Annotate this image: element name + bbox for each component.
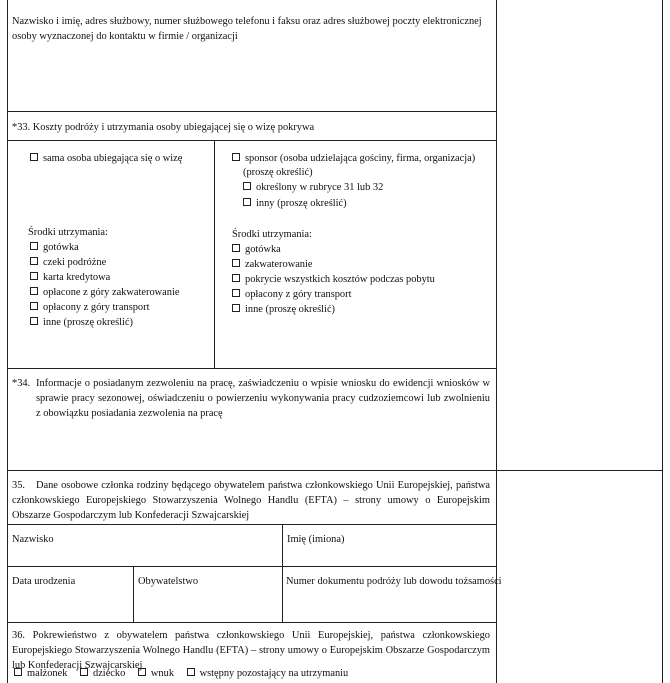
right-means-other[interactable]	[232, 302, 335, 317]
right-means-cash-label: gotówka	[245, 244, 281, 255]
form-right-border	[662, 0, 663, 683]
contact-person-label: Nazwisko i imię, adres służbowy, numer służbowego telefonu i faksu oraz adres służbowej poczty elektronicznej osoby wyznaczonej do kontaktu w firmie / organizacji	[12, 16, 482, 43]
checkbox-icon	[30, 317, 38, 325]
birth-date-field[interactable]	[8, 590, 132, 621]
checkbox-icon	[30, 272, 38, 280]
left-means-other-label: inne (proszę określić)	[43, 317, 134, 328]
option-self[interactable]	[30, 151, 182, 166]
checkbox-icon	[232, 244, 240, 252]
q36-options	[14, 666, 358, 681]
checkbox-icon	[187, 668, 195, 676]
divider-after-data-row	[7, 622, 497, 623]
option-dependent-ascendant-label: wstępny pozostający na utrzymaniu	[199, 668, 349, 679]
checkbox-icon	[232, 153, 240, 161]
q34-answer-field[interactable]	[8, 420, 496, 469]
checkbox-icon	[232, 259, 240, 267]
divider-after-q34	[7, 470, 663, 471]
option-sponsor-label: sponsor (osoba udzielająca gościny, firma, organizacja)	[245, 153, 476, 164]
left-means-cheques[interactable]	[30, 255, 106, 270]
left-means-card[interactable]	[30, 270, 110, 285]
first-names-field[interactable]	[283, 546, 495, 565]
option-grandchild[interactable]	[138, 668, 174, 679]
right-means-label: Środki utrzymania:	[232, 229, 312, 240]
checkbox-icon	[30, 257, 38, 265]
option-dependent-ascendant[interactable]	[187, 668, 349, 679]
checkbox-icon	[30, 302, 38, 310]
surname-label: Nazwisko	[12, 534, 54, 545]
citizenship-label: Obywatelstwo	[138, 576, 199, 587]
option-self-label: sama osoba ubiegająca się o wizę	[43, 153, 183, 164]
right-means-accommodation-label: zakwaterowanie	[245, 259, 313, 270]
divider-after-q33	[7, 368, 497, 369]
checkbox-icon	[30, 242, 38, 250]
contact-person-field[interactable]	[8, 45, 496, 110]
checkbox-icon	[14, 668, 22, 676]
sponsor-defined-label: określony w rubryce 31 lub 32	[256, 182, 384, 193]
checkbox-icon	[232, 274, 240, 282]
left-means-cheques-label: czeki podróżne	[43, 257, 107, 268]
option-sponsor[interactable]	[232, 151, 475, 166]
right-means-transport-label: opłacony z góry transport	[245, 289, 352, 300]
q36-number: 36.	[12, 630, 25, 641]
sponsor-note: (proszę określić)	[243, 167, 313, 178]
q34-number: *34.	[12, 378, 31, 389]
option-spouse-label: małżonek	[27, 668, 68, 679]
option-spouse[interactable]	[14, 668, 67, 679]
q36-text: Pokrewieństwo z obywatelem państwa członkowskiego Unii Europejskiej, państwa członkowskiego Europejskiego Stowarzyszenia Wolnego Handlu (EFTA) – strony umowy o Europejskim Obszarze Gospodarczym lub Konfederacji Szwajcarskiej	[12, 630, 490, 672]
checkbox-icon	[30, 287, 38, 295]
option-grandchild-label: wnuk	[150, 668, 175, 679]
left-means-cash-label: gotówka	[43, 242, 79, 253]
right-means-all-costs-label: pokrycie wszystkich kosztów podczas pobytu	[245, 274, 435, 285]
right-means-accommodation[interactable]	[232, 257, 313, 272]
checkbox-icon	[232, 304, 240, 312]
left-means-accommodation-label: opłacone z góry zakwaterowanie	[43, 287, 180, 298]
q34-text: Informacje o posiadanym zezwoleniu na pracę, zaświadczeniu o wpisie wniosku do ewidencji wniosków w sprawie pracy sezonowej, oświadczeniu o powierzeniu wykonywania pracy cudzoziemcowi lub zwolnieniu z obowiązku posiadania zezwolenia na pracę	[36, 378, 490, 420]
left-means-cash[interactable]	[30, 240, 79, 255]
right-means-all-costs[interactable]	[232, 272, 435, 287]
divider-after-q35	[7, 524, 497, 525]
sponsor-other[interactable]	[243, 196, 347, 211]
sponsor-other-label: inny (proszę określić)	[256, 198, 347, 209]
right-means-transport[interactable]	[232, 287, 351, 302]
checkbox-icon	[243, 182, 251, 190]
q33-column-divider	[214, 140, 215, 368]
left-means-accommodation[interactable]	[30, 285, 179, 300]
document-number-label: Numer dokumentu podróży lub dowodu tożsamości	[286, 576, 502, 587]
document-number-field[interactable]	[283, 590, 495, 621]
left-means-label: Środki utrzymania:	[28, 227, 108, 238]
q35-text: Dane osobowe członka rodziny będącego obywatelem państwa członkowskiego Unii Europejskiej, państwa członkowskiego Europejskiego Stowarzyszenia Wolnego Handlu (EFTA) – strony umowy o Europejskim Obszarze Gospodarczym lub Konfederacji Szwajcarskiej	[12, 480, 490, 522]
checkbox-icon	[243, 198, 251, 206]
sponsor-defined[interactable]	[243, 180, 383, 195]
checkbox-icon	[232, 289, 240, 297]
checkbox-icon	[138, 668, 146, 676]
left-means-transport[interactable]	[30, 300, 149, 315]
left-means-card-label: karta kredytowa	[43, 272, 111, 283]
option-child-label: dziecko	[93, 668, 126, 679]
option-child[interactable]	[80, 668, 125, 679]
left-means-transport-label: opłacony z góry transport	[43, 302, 150, 313]
right-means-cash[interactable]	[232, 242, 281, 257]
surname-field[interactable]	[8, 546, 281, 565]
checkbox-icon	[30, 153, 38, 161]
divider-after-name-row	[7, 566, 497, 567]
left-means-other[interactable]	[30, 315, 133, 330]
right-means-other-label: inne (proszę określić)	[245, 304, 336, 315]
divider-after-contact	[7, 111, 497, 112]
q35-number: 35.	[12, 480, 25, 491]
divider-after-q33-title	[7, 140, 497, 141]
first-names-label: Imię (imiona)	[287, 534, 345, 545]
citizenship-field[interactable]	[134, 590, 281, 621]
checkbox-icon	[80, 668, 88, 676]
birth-date-label: Data urodzenia	[12, 576, 76, 587]
q33-title: *33. Koszty podróży i utrzymania osoby ubiegającej się o wizę pokrywa	[12, 122, 315, 133]
